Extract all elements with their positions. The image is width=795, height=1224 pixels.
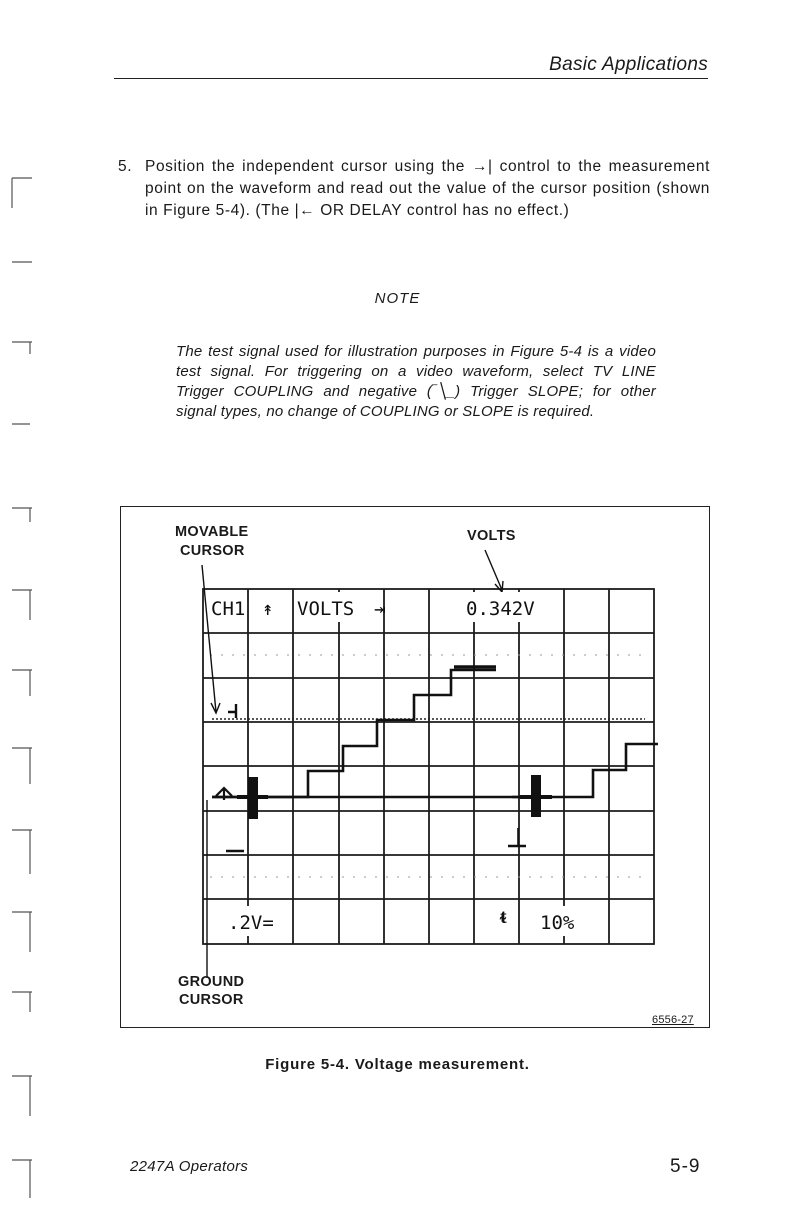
page-number: 5-9: [670, 1156, 701, 1177]
label-movable-cursor: CURSOR: [180, 543, 245, 559]
label-volts: VOLTS: [467, 528, 516, 544]
label-movable: MOVABLE: [175, 524, 249, 540]
readout-arrow-icon: ⇥: [374, 598, 386, 620]
step-text: Position the independent cursor using the →| control to the measurement point on the waveform and read out the value of the cursor position (shown in Figure 5-4). (The |← OR DELAY control has no effect.): [145, 158, 710, 219]
figure-caption: Figure 5-4. Voltage measurement.: [265, 1056, 530, 1073]
readout-mode: VOLTS: [297, 598, 355, 620]
movable-cursor-marker-icon: [228, 704, 236, 718]
waveform-trace: [212, 670, 658, 797]
graticule: [203, 589, 654, 944]
note-title: NOTE: [374, 290, 421, 307]
step-number: 5.: [118, 158, 133, 175]
readout-value: 0.342V: [466, 598, 535, 620]
volts-leader: [485, 550, 502, 590]
note-body: The test signal used for illustration purposes in Figure 5-4 is a video test signal. For triggering on a video waveform, select TV LINE Trigger COUPLING and negative (‾╲_) Trigger SLOPE; for other signal types, no change of COUPLING or SLOPE is required.: [176, 343, 656, 420]
readout-channel: CH1: [211, 598, 246, 620]
readout-scale: .2V=: [228, 912, 274, 934]
readout-trigger-icon: ↟: [262, 598, 274, 620]
label-ground-cursor: CURSOR: [179, 992, 244, 1008]
readout-time: 10%: [540, 912, 575, 934]
movable-cursor-leader: [202, 565, 216, 712]
label-ground: GROUND: [178, 974, 245, 990]
readout-trigger-source-icon: ᵵ: [500, 904, 507, 928]
running-header: Basic Applications: [549, 54, 708, 75]
footer-manual-title: 2247A Operators: [130, 1158, 249, 1175]
figure-code: 6556-27: [652, 1014, 694, 1026]
